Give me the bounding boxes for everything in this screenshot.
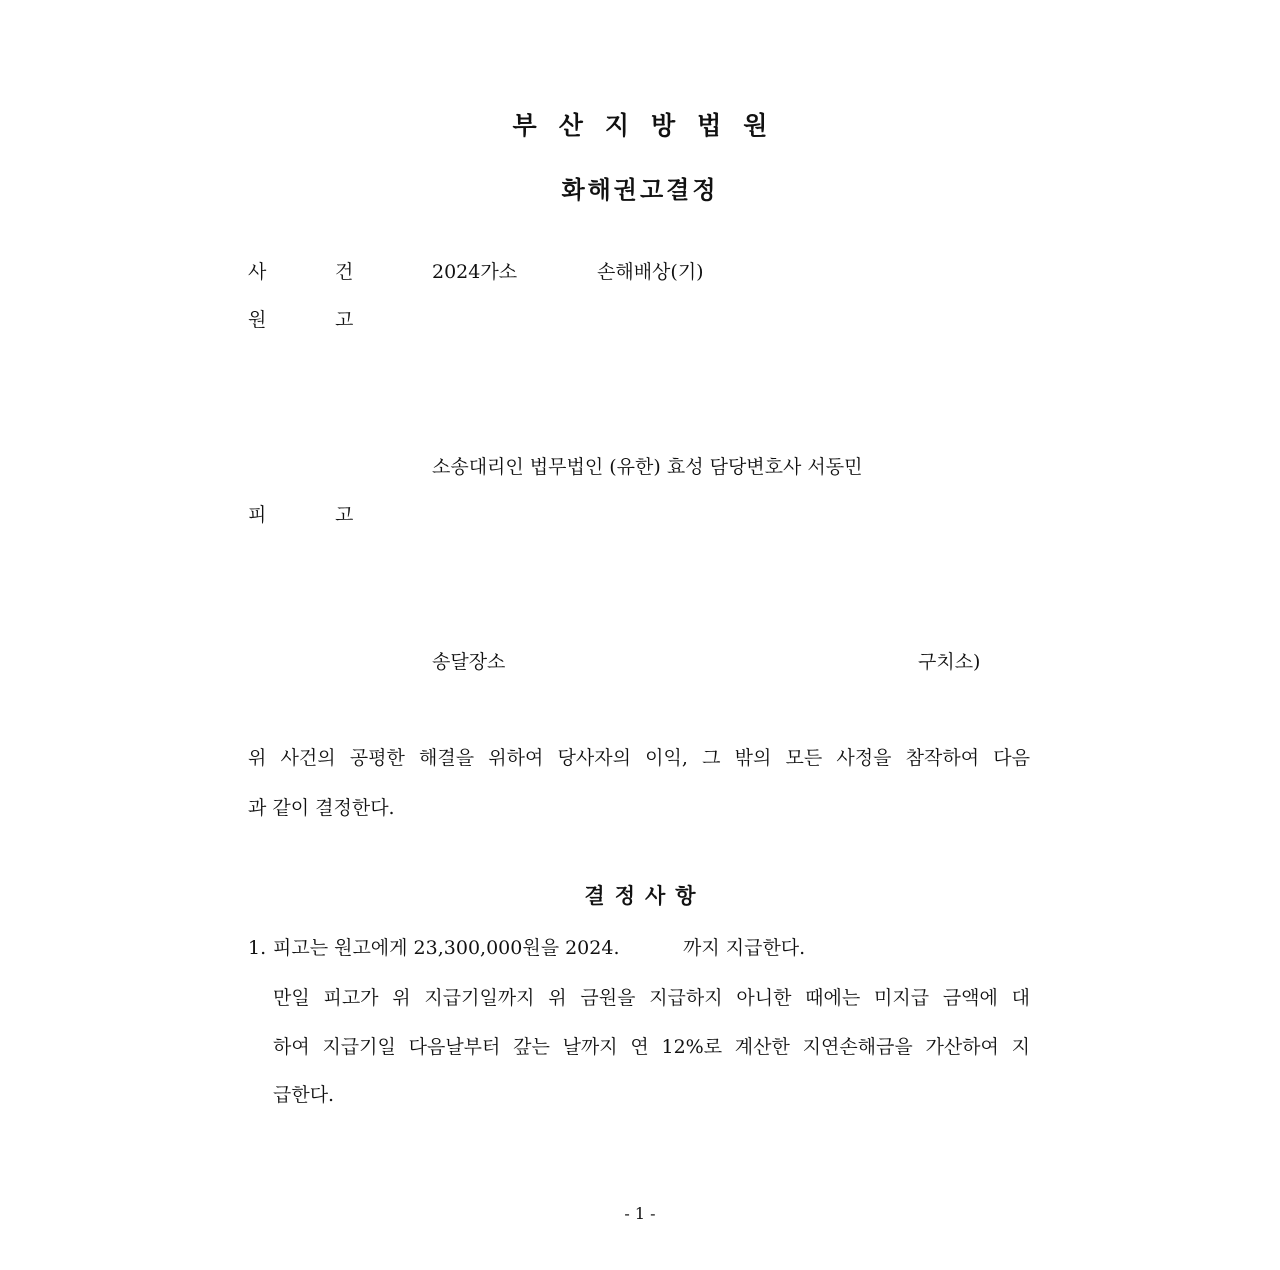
service-label: 송달장소 xyxy=(432,651,506,673)
defendant-label-2: 고 xyxy=(335,504,354,526)
plaintiff-label-2: 고 xyxy=(335,309,354,331)
item-number: 1. xyxy=(248,937,267,959)
plaintiff-agent: 소송대리인 법무법인 (유한) 효성 담당변호사 서동민 xyxy=(432,456,863,478)
case-name: 손해배상(기) xyxy=(597,261,704,283)
plaintiff-label-1: 원 xyxy=(248,309,267,331)
item1-text-b: 까지 지급한다. xyxy=(683,937,806,959)
service-address: 구치소) xyxy=(918,651,981,673)
decision-heading: 결정사항 xyxy=(584,884,706,908)
case-label-1: 사 xyxy=(248,261,267,283)
item1-line-3: 하여 지급기일 다음날부터 갚는 날까지 연 12%로 계산한 지연손해금을 가산하여 지 xyxy=(273,1036,1030,1058)
court-name: 부산지방법원 xyxy=(512,111,790,140)
intro-line-2: 과 같이 결정한다. xyxy=(248,797,395,819)
case-number: 2024가소 xyxy=(432,261,518,283)
document-title: 화해권고결정 xyxy=(561,176,719,204)
item1-line-4: 급한다. xyxy=(273,1084,335,1106)
item1-line-2: 만일 피고가 위 지급기일까지 위 금원을 지급하지 아니한 때에는 미지급 금액에 대 xyxy=(273,987,1030,1009)
case-label-2: 건 xyxy=(335,261,354,283)
intro-line-1: 위 사건의 공평한 해결을 위하여 당사자의 이익, 그 밖의 모든 사정을 참작하여 다음 xyxy=(248,747,1030,769)
defendant-label-1: 피 xyxy=(248,504,267,526)
item1-text-a: 피고는 원고에게 23,300,000원을 2024. xyxy=(273,937,620,959)
page-number: - 1 - xyxy=(624,1204,656,1223)
